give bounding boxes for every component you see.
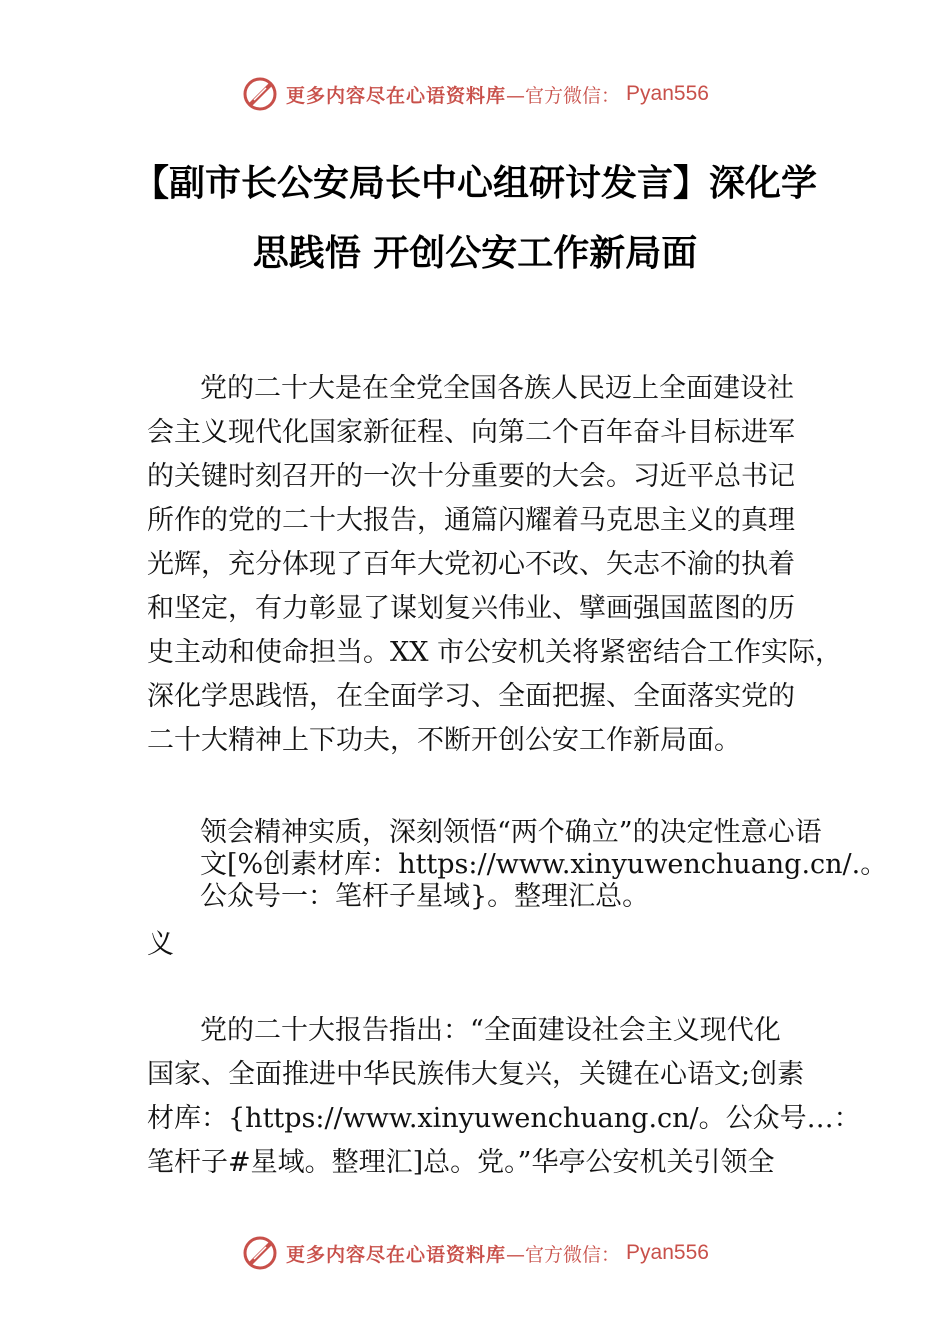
paragraph1-line: 和坚定，有力彰显了谋划复兴伟业、擘画强国蓝图的历 bbox=[147, 593, 795, 624]
paragraph1-line: 深化学思践悟，在全面学习、全面把握、全面落实党的 bbox=[147, 681, 795, 712]
paragraph1-line: 会主义现代化国家新征程、向第二个百年奋斗目标进军 bbox=[147, 417, 795, 448]
quill-logo-icon bbox=[240, 1233, 280, 1273]
header-banner bbox=[240, 74, 760, 114]
paragraph1-line: 的关键时刻召开的一次十分重要的大会。习近平总书记 bbox=[147, 461, 795, 492]
section-heading-line: 领会精神实质，深刻领悟“两个确立”的决定性意心语 bbox=[200, 817, 822, 848]
footer-promo-text: 更多内容尽在心语资料库 bbox=[286, 1243, 507, 1266]
page-title-line-2: 思践悟 开创公安工作新局面 bbox=[252, 232, 698, 274]
paragraph2-line: 党的二十大报告指出：“全面建设社会主义现代化 bbox=[200, 1015, 781, 1046]
header-promo-text: 更多内容尽在心语资料库 bbox=[286, 84, 507, 107]
paragraph1-line: 光辉，充分体现了百年大党初心不改、矢志不渝的执着 bbox=[147, 549, 795, 580]
paragraph1-line: 二十大精神上下功夫，不断开创公安工作新局面。 bbox=[147, 725, 741, 756]
paragraph2-line: 笔杆子#星域。整理汇]总。党。”华亭公安机关引领全 bbox=[147, 1147, 775, 1178]
footer-wechat-id: Pyan556 bbox=[626, 1241, 709, 1264]
paragraph1-line: 史主动和使命担当。XX 市公安机关将紧密结合工作实际， bbox=[147, 637, 843, 668]
paragraph2-line: 国家、全面推进中华民族伟大复兴，关键在心语文;创素 bbox=[147, 1059, 805, 1090]
paragraph2-line: 材库：{https://www.xinyuwenchuang.cn/。公众号…： bbox=[147, 1103, 861, 1134]
section-heading-tail: 义 bbox=[147, 929, 174, 960]
quill-logo-icon bbox=[240, 74, 280, 114]
section-heading-line: 文[%创素材库：https://www.xinyuwenchuang.cn/.。 bbox=[200, 849, 888, 880]
header-separator: —官方微信： bbox=[506, 84, 621, 107]
header-wechat-id: Pyan556 bbox=[626, 82, 709, 105]
paragraph1-line: 党的二十大是在全党全国各族人民迈上全面建设社 bbox=[200, 373, 794, 404]
section-heading-line: 公众号一：笔杆子星域}。整理汇总。 bbox=[200, 881, 650, 912]
paragraph1-line: 所作的党的二十大报告，通篇闪耀着马克思主义的真理 bbox=[147, 505, 795, 536]
footer-separator: —官方微信： bbox=[506, 1243, 621, 1266]
page-title-line-1: 【副市长公安局长中心组研讨发言】深化学 bbox=[132, 162, 817, 204]
footer-banner bbox=[240, 1233, 760, 1273]
